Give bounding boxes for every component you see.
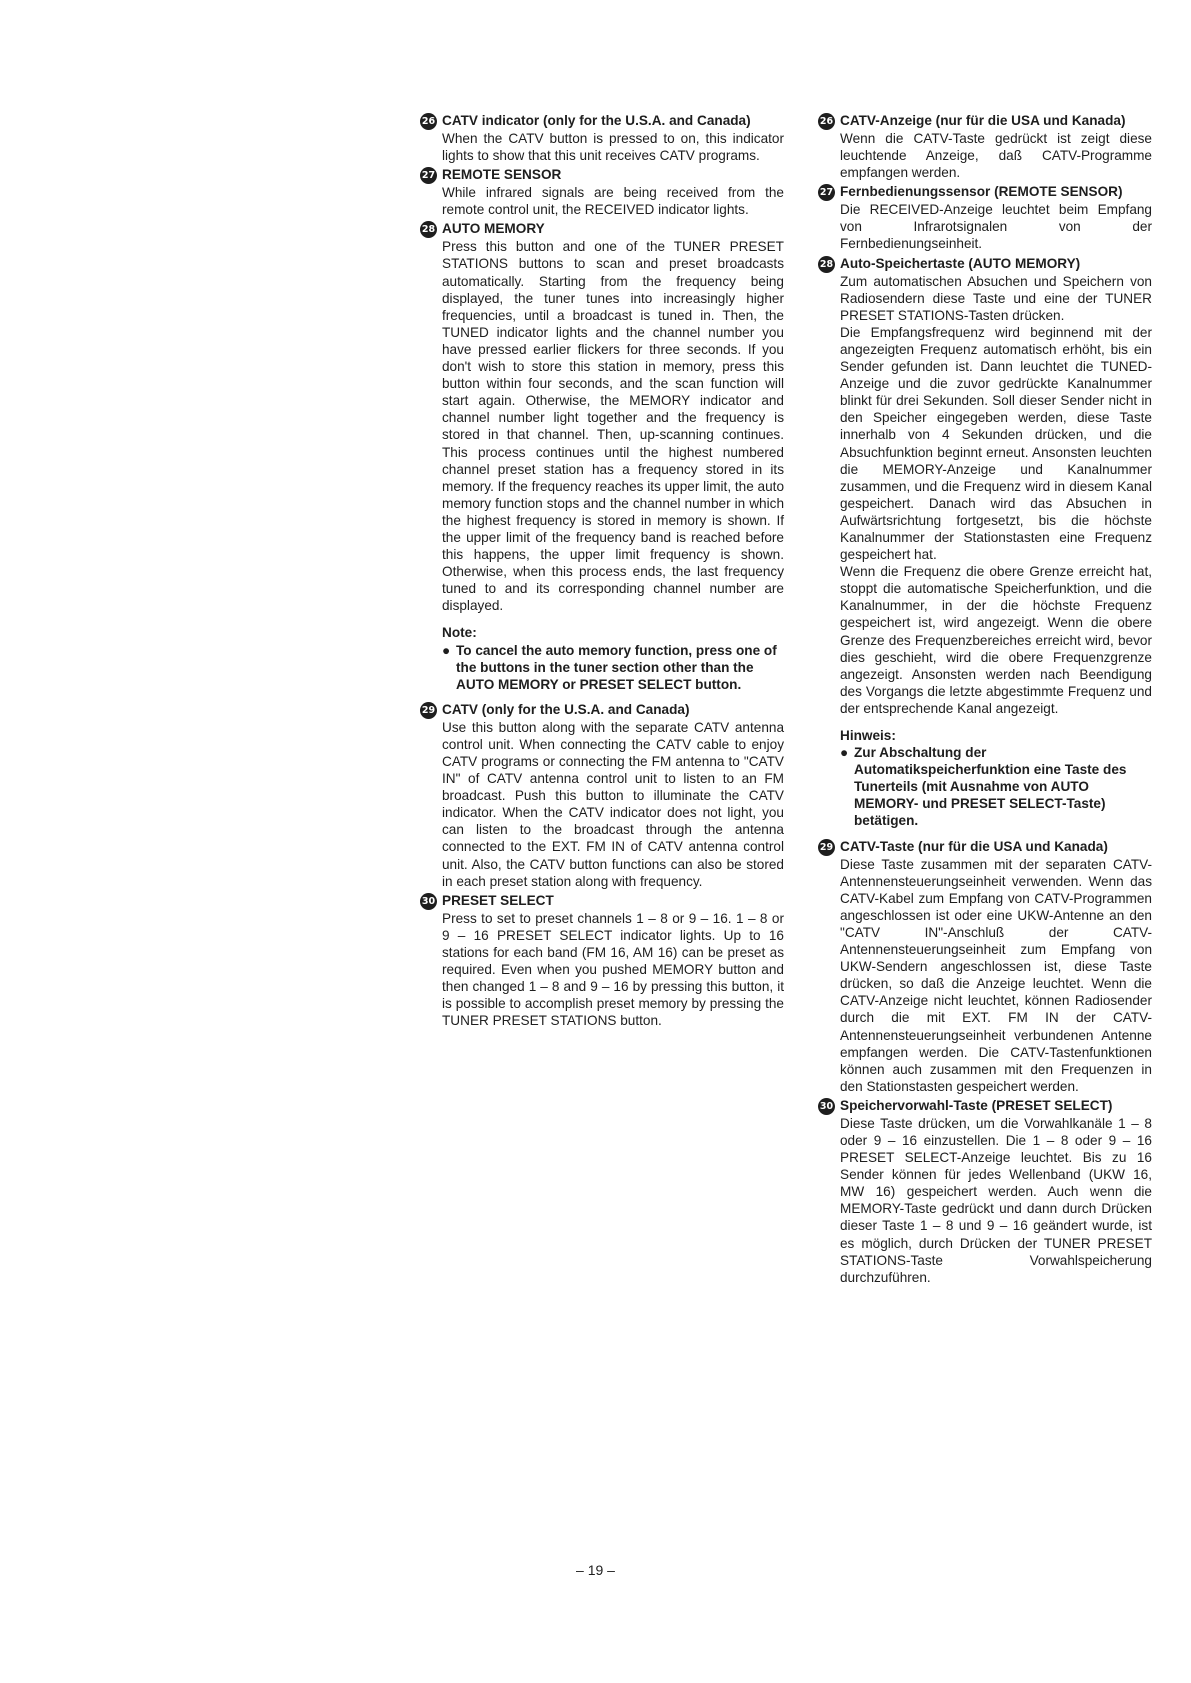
- note-text: To cancel the auto memory function, press one of the buttons in the tuner section other than the AUTO MEMORY or PRESET SELECT button.: [456, 642, 777, 692]
- item-number-badge: 29: [818, 839, 835, 856]
- section-title: CATV-Taste (nur für die USA und Kanada): [840, 838, 1108, 854]
- section-title: AUTO MEMORY: [442, 221, 545, 237]
- section-body: Die RECEIVED-Anzeige leuchtet beim Empfang von Infrarotsignalen von der Fernbedienungseinheit.: [840, 202, 1152, 252]
- section-body-paragraph: Die Empfangsfrequenz wird beginnend mit der angezeigten Frequenz automatisch erhöht, bis ein Sender gefunden ist. Dann leuchtet die TUNED-Anzeige und die zuvor gedrückte Kanalnummer blinkt für drei Sekunden. Soll dieser Sender nicht in den Speicher eingegeben werden, diese Taste innerhalb von 4 Sekunden drücken, und die Absuchfunktion beginnt erneut. Ansonsten leuchten die MEMORY-Anzeige und Kanalnummer zusammen, und die Frequenz wird in diesem Kanal gespeichert. Danach wird das Absuchen in Aufwärtsrichtung fortgesetzt, bis die höchste Kanalnummer der Stationstasten eine Frequenz gespeichert hat.: [840, 324, 1152, 563]
- item-number-badge: 29: [420, 702, 437, 719]
- section-body: Zum automatischen Absuchen und Speichern von Radiosendern diese Taste und eine der TUNER PRESET STATIONS-Tasten drücken.: [840, 273, 1152, 323]
- bullet-icon: ●: [840, 745, 849, 761]
- item-number-badge: 26: [818, 113, 835, 130]
- section-title: CATV-Anzeige (nur für die USA und Kanada): [840, 113, 1126, 128]
- section-body: Press to set to preset channels 1 – 8 or 9 – 16. 1 – 8 or 9 – 16 PRESET SELECT indicator lights. Up to 16 stations for each band (FM 16, AM 16) can be preset as required. Even when you pushed MEMORY button and then changed 1 – 8 and 9 – 16 by pressing this button, it is possible to accomplish preset memory by pressing the TUNER PRESET STATIONS button.: [442, 910, 784, 1029]
- section-auto-speichertaste: [819, 255, 1152, 830]
- section-title: Auto-Speichertaste (AUTO MEMORY): [840, 255, 1081, 271]
- item-number-badge: 27: [818, 184, 835, 201]
- section-title: REMOTE SENSOR: [442, 167, 562, 183]
- section-fernbedienungssensor: [819, 183, 1152, 252]
- item-number-badge: 26: [420, 113, 437, 130]
- note-block: [840, 727, 1152, 830]
- section-preset-select: [421, 892, 784, 1030]
- item-number-badge: 30: [420, 893, 437, 910]
- note-heading: Hinweis:: [840, 728, 896, 743]
- note-heading: Note:: [442, 625, 477, 641]
- note-block: [442, 624, 784, 692]
- item-number-badge: 28: [420, 221, 437, 238]
- page-number: – 19 –: [576, 1562, 615, 1578]
- section-catv-anzeige: [819, 112, 1152, 181]
- section-body: Press this button and one of the TUNER PRESET STATIONS buttons to scan and preset broadcasts automatically. Starting from the frequency being displayed, the tuner tunes into increasingly higher frequencies, until a broadcast is tuned in. Then, the TUNED indicator lights and the channel number you have pressed earlier flickers for three seconds. If you don't wish to store this station in memory, press this button within four seconds, and the scan function will start again. Otherwise, the MEMORY indicator and channel number light together and the frequency is stored in that channel. Then, up-scanning continues. This process continues until the highest numbered channel preset station has a frequency stored in its memory. If the frequency reaches its upper limit, the auto memory function stops and the channel number in which the highest frequency is stored in memory is shown. If the upper limit of the frequency band is reached before this happens, the upper limit frequency is shown. Otherwise, when this process ends, the last frequency tuned to and its corresponding channel number are displayed.: [442, 239, 785, 614]
- english-column: [421, 112, 785, 1031]
- item-number-badge: 28: [818, 256, 835, 273]
- section-catv-taste: [819, 838, 1152, 1095]
- section-catv-button: [421, 701, 784, 890]
- section-auto-memory: [421, 220, 785, 692]
- section-body: Diese Taste drücken, um die Vorwahlkanäle 1 – 8 oder 9 – 16 einzustellen. Die 1 – 8 oder 9 – 16 PRESET SELECT-Anzeige leuchtet. Bis zu 16 Sender können für jedes Wellenband (UKW 16, MW 16) gespeichert werden. Auch wenn die MEMORY-Taste gedrückt und dann durch Drücken dieser Taste 1 – 8 und 9 – 16 geändert wurde, ist es möglich, durch Drücken der TUNER PRESET STATIONS-Taste Vorwahlspeicherung durchzuführen.: [840, 1115, 1152, 1285]
- section-title: Fernbedienungssensor (REMOTE SENSOR): [840, 184, 1123, 200]
- german-column: [819, 112, 1152, 1288]
- section-speichervorwahl-taste: [819, 1097, 1152, 1286]
- section-body: When the CATV button is pressed to on, this indicator lights to show that this unit receives CATV programs.: [442, 131, 784, 164]
- section-body: Wenn die CATV-Taste gedrückt ist zeigt diese leuchtende Anzeige, daß CATV-Programme empfangen werden.: [840, 131, 1152, 181]
- section-body: Use this button along with the separate CATV antenna control unit. When connecting the CATV cable to enjoy CATV programs or connecting the FM antenna to "CATV IN" of CATV antenna control unit to listen to an FM broadcast. Push this button to illuminate the CATV indicator. When the CATV indicator does not light, you can listen to the broadcast through the antenna connected to the EXT. FM IN of CATV antenna control unit. Also, the CATV button functions can also be stored in each preset station along with frequency.: [442, 719, 784, 889]
- note-text: Zur Abschaltung der Automatikspeicherfunktion eine Taste des Tunerteils (mit Ausnahme von AUTO MEMORY- und PRESET SELECT-Taste) betätigen.: [854, 745, 1127, 829]
- item-number-badge: 30: [818, 1098, 835, 1115]
- section-body-paragraph: Wenn die Frequenz die obere Grenze erreicht hat, stoppt die automatische Speicherfunktion, und die Kanalnummer, in der die höchste Frequenz gespeichert ist, wird angezeigt. Wenn die obere Grenze des Frequenzbereiches erreicht wird, bevor dies geschieht, wird die obere Frequenzgrenze angezeigt. Ansonsten werden nach Beendigung des Vorgangs die letzte abgestimmte Frequenz und der entsprechende Kanal angezeigt.: [840, 564, 1152, 716]
- section-title: CATV indicator (only for the U.S.A. and Canada): [442, 113, 751, 128]
- section-body: While infrared signals are being received from the remote control unit, the RECEIVED indicator lights.: [442, 185, 784, 218]
- section-catv-indicator: [421, 112, 784, 164]
- bullet-icon: ●: [442, 642, 451, 658]
- section-title: Speichervorwahl-Taste (PRESET SELECT): [840, 1097, 1113, 1113]
- section-body: Diese Taste zusammen mit der separaten CATV-Antennensteuerungseinheit verwenden. Wenn das CATV-Kabel zum Empfang von CATV-Programmen angeschlossen ist oder eine UKW-Antenne an den "CATV IN"-Anschluß der CATV-Antennensteuerungseinheit zum Empfang von UKW-Sendern angeschlossen ist, diese Taste drücken, so daß die Anzeige leuchtet. Wenn die CATV-Anzeige nicht leuchtet, können Radiosender durch die mit EXT. FM IN der CATV-Antennensteuerungseinheit verbundenen Antenne empfangen werden. Die CATV-Tastenfunktionen können auch zusammen mit den Frequenzen in den Stationstasten gespeichert werden.: [840, 856, 1152, 1094]
- section-title: PRESET SELECT: [442, 892, 554, 908]
- section-remote-sensor: [421, 166, 784, 218]
- item-number-badge: 27: [420, 167, 437, 184]
- section-title: CATV (only for the U.S.A. and Canada): [442, 701, 690, 717]
